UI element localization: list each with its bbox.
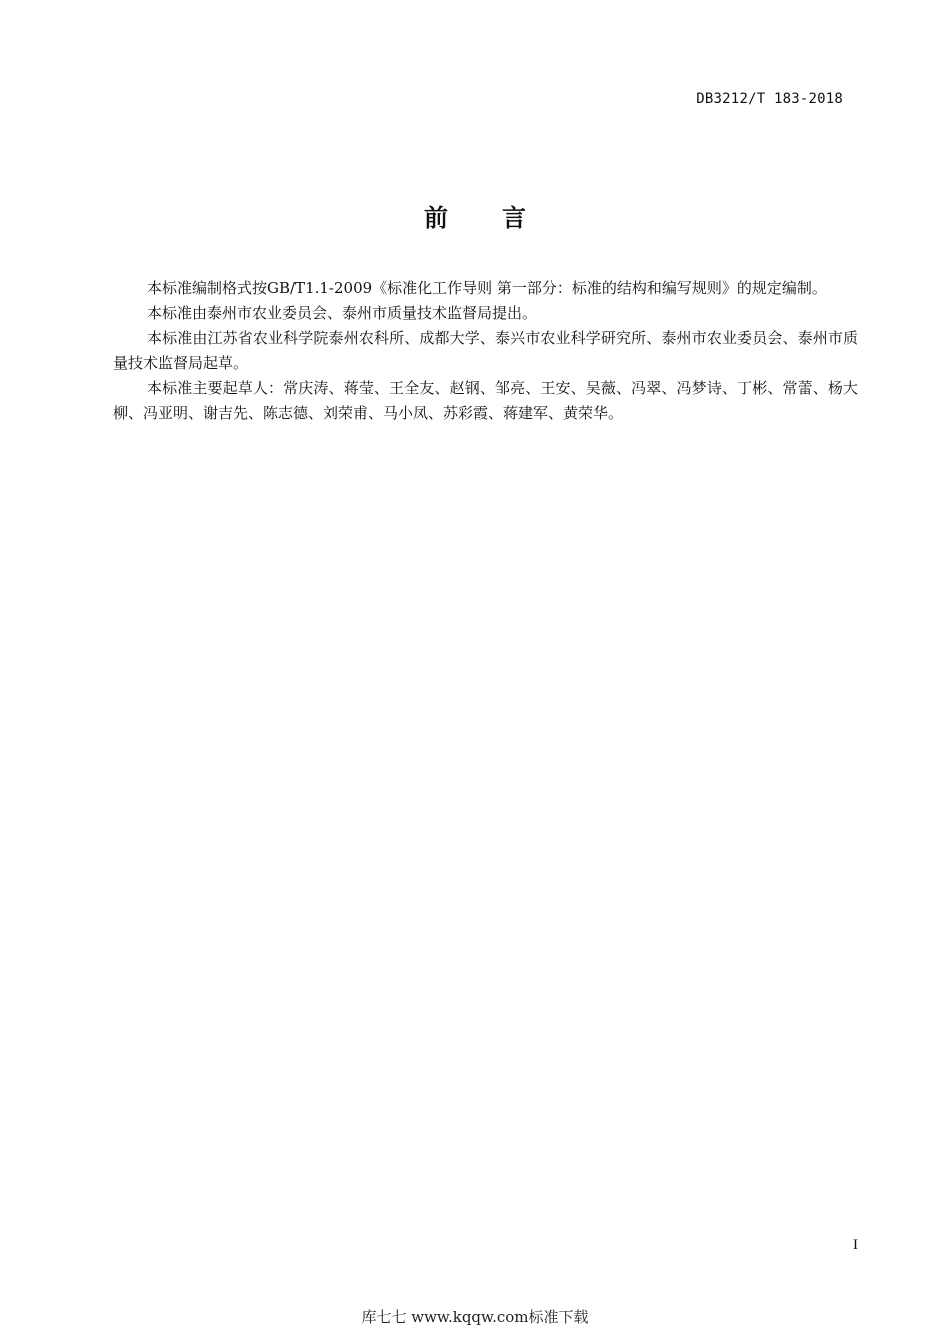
paragraph-format: 本标准编制格式按GB/T1.1-2009《标准化工作导则 第一部分：标准的结构和编写规则》的规定编制。 bbox=[147, 279, 827, 297]
paragraph-proposer: 本标准由泰州市农业委员会、泰州市质量技术监督局提出。 bbox=[147, 304, 538, 322]
foreword-body bbox=[113, 276, 858, 426]
page-title bbox=[0, 198, 950, 233]
title-char-1: 前 bbox=[424, 204, 448, 232]
document-code: DB3212/T 183-2018 bbox=[696, 91, 843, 107]
paragraph-drafters: 本标准主要起草人：常庆涛、蒋莹、王全友、赵钢、邹亮、王安、吴薇、冯翠、冯梦诗、丁彬、常蕾、杨大柳、冯亚明、谢吉先、陈志德、刘荣甫、马小凤、苏彩霞、蒋建军、黄荣华。 bbox=[113, 379, 858, 422]
footer-watermark: 库七七 www.kqqw.com标准下载 bbox=[361, 1308, 589, 1326]
title-char-2: 言 bbox=[502, 204, 526, 232]
page-number: I bbox=[853, 1237, 858, 1253]
paragraph-drafting-units: 本标准由江苏省农业科学院泰州农科所、成都大学、泰兴市农业科学研究所、泰州市农业委员会、泰州市质量技术监督局起草。 bbox=[113, 329, 858, 372]
